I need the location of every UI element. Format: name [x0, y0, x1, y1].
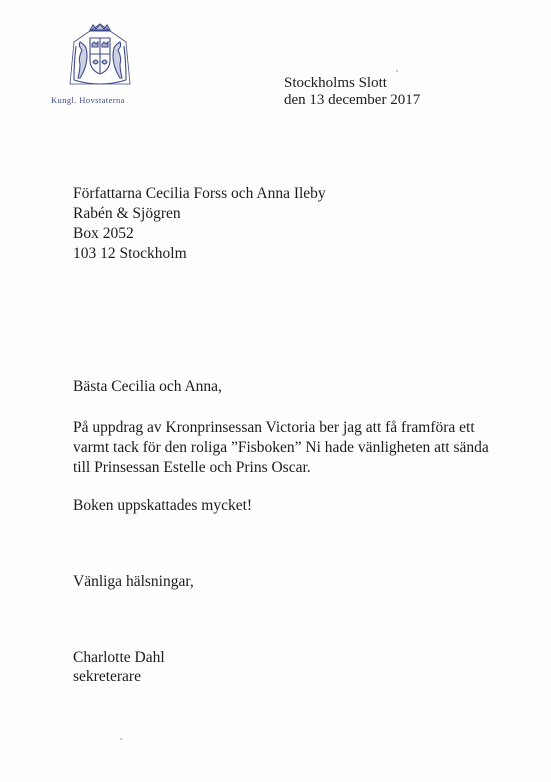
recipient-line-2: Rabén & Sjögren — [73, 205, 181, 222]
paragraph-1-line-3: till Prinsessan Estelle och Prins Oscar. — [73, 459, 311, 476]
organization-name: Kungl. Hovstaterna — [51, 95, 125, 105]
closing: Vänliga hälsningar, — [73, 573, 194, 590]
paper-speck — [120, 738, 122, 740]
recipient-line-3: Box 2052 — [73, 225, 134, 242]
recipient-line-1: Författarna Cecilia Forss och Anna Ileby — [73, 185, 326, 202]
body-paragraph-2: Boken uppskattades mycket! — [73, 497, 253, 514]
place-date-block — [284, 75, 420, 109]
date-line: den 13 december 2017 — [284, 92, 421, 108]
paper-speck — [396, 70, 398, 72]
body-paragraph-1 — [73, 418, 489, 478]
paragraph-1-line-1: På uppdrag av Kronprinsessan Victoria ber jag att få framföra ett — [73, 419, 475, 436]
swedish-royal-coat-of-arms-icon — [60, 22, 140, 94]
salutation: Bästa Cecilia och Anna, — [73, 378, 222, 395]
signature-title: sekreterare — [73, 668, 141, 685]
place-line: Stockholms Slott — [284, 75, 387, 91]
recipient-address — [73, 184, 326, 264]
signature-name: Charlotte Dahl — [73, 649, 165, 666]
recipient-line-4: 103 12 Stockholm — [73, 245, 187, 262]
paragraph-1-line-2: varmt tack för den roliga ”Fisboken” Ni hade vänligheten att sända — [73, 439, 489, 456]
